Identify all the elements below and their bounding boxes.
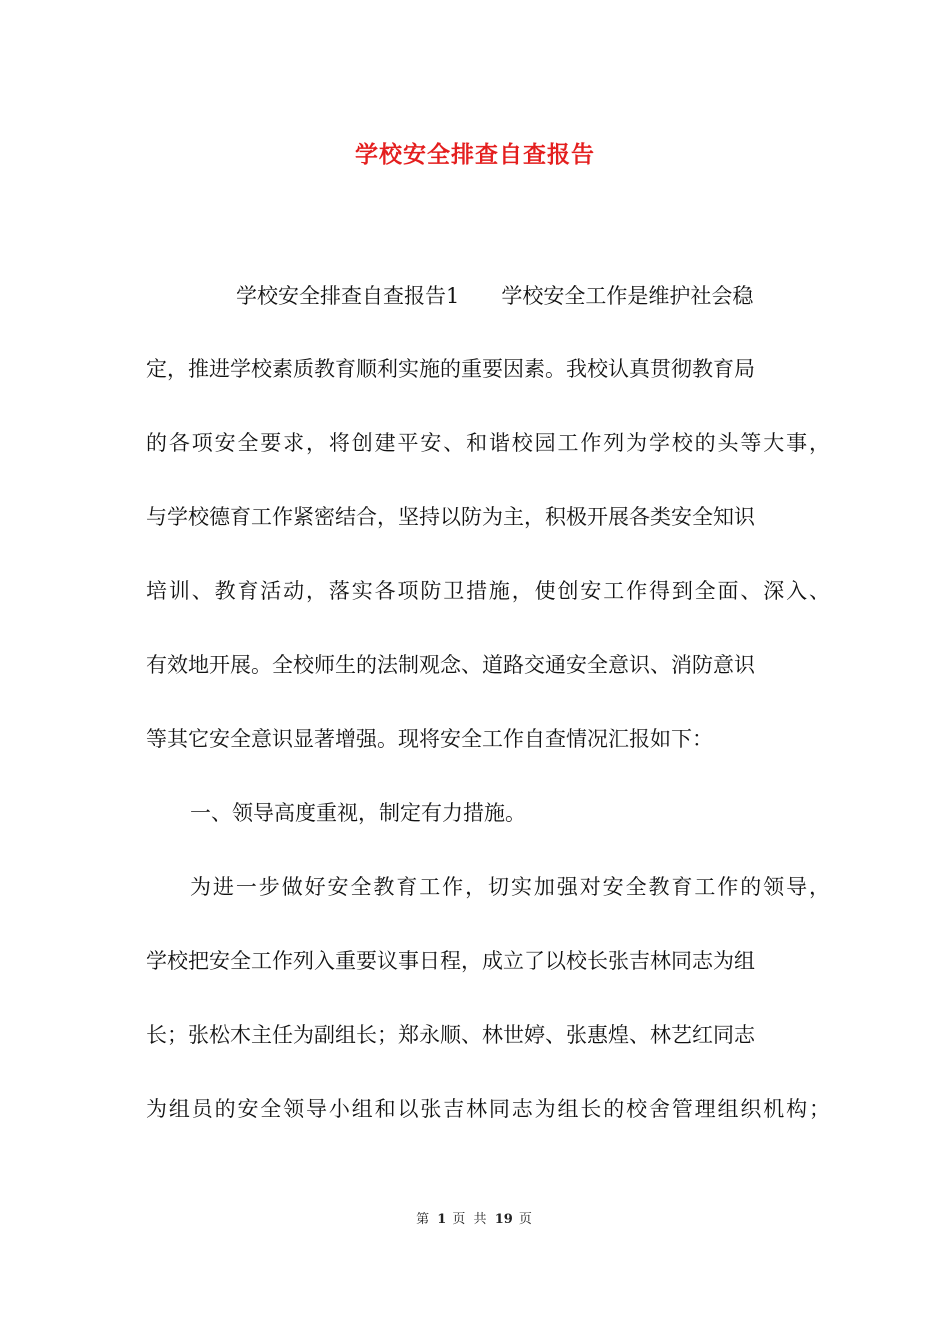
footer-total-pages: 19 xyxy=(494,1212,513,1227)
text-line-3: 的各项安全要求，将创建平安、和谐校园工作列为学校的头等大事， xyxy=(146,431,830,455)
text-line-5: 培训、教育活动，落实各项防卫措施，使创安工作得到全面、深入、 xyxy=(146,579,830,603)
page-title: 学校安全排查自查报告 xyxy=(355,141,595,168)
section-heading-1: 一、领导高度重视，制定有力措施。 xyxy=(190,801,526,825)
footer-middle: 页 共 xyxy=(452,1212,489,1227)
text-line-1: 学校安全排查自查报告1 学校安全工作是维护社会稳 xyxy=(236,284,754,308)
text-line-7: 等其它安全意识显著增强。现将安全工作自查情况汇报如下： xyxy=(146,727,713,751)
footer-suffix: 页 xyxy=(518,1212,534,1227)
text-line-6: 有效地开展。全校师生的法制观念、道路交通安全意识、消防意识 xyxy=(146,653,755,677)
text-line-11: 长；张松木主任为副组长；郑永顺、林世婷、张惠煌、林艺红同志 xyxy=(146,1023,755,1047)
text-line-10: 学校把安全工作列入重要议事日程，成立了以校长张吉林同志为组 xyxy=(146,949,755,973)
text-line-4: 与学校德育工作紧密结合，坚持以防为主，积极开展各类安全知识 xyxy=(146,505,755,529)
text-line-12: 为组员的安全领导小组和以张吉林同志为组长的校舍管理组织机构； xyxy=(146,1097,830,1121)
footer-page-number: 1 xyxy=(437,1212,447,1227)
text-line-9: 为进一步做好安全教育工作，切实加强对安全教育工作的领导， xyxy=(190,875,830,899)
text-line-2: 定，推进学校素质教育顺利实施的重要因素。我校认真贯彻教育局 xyxy=(146,357,755,381)
page-footer xyxy=(0,1208,950,1227)
footer-prefix: 第 xyxy=(416,1212,432,1227)
